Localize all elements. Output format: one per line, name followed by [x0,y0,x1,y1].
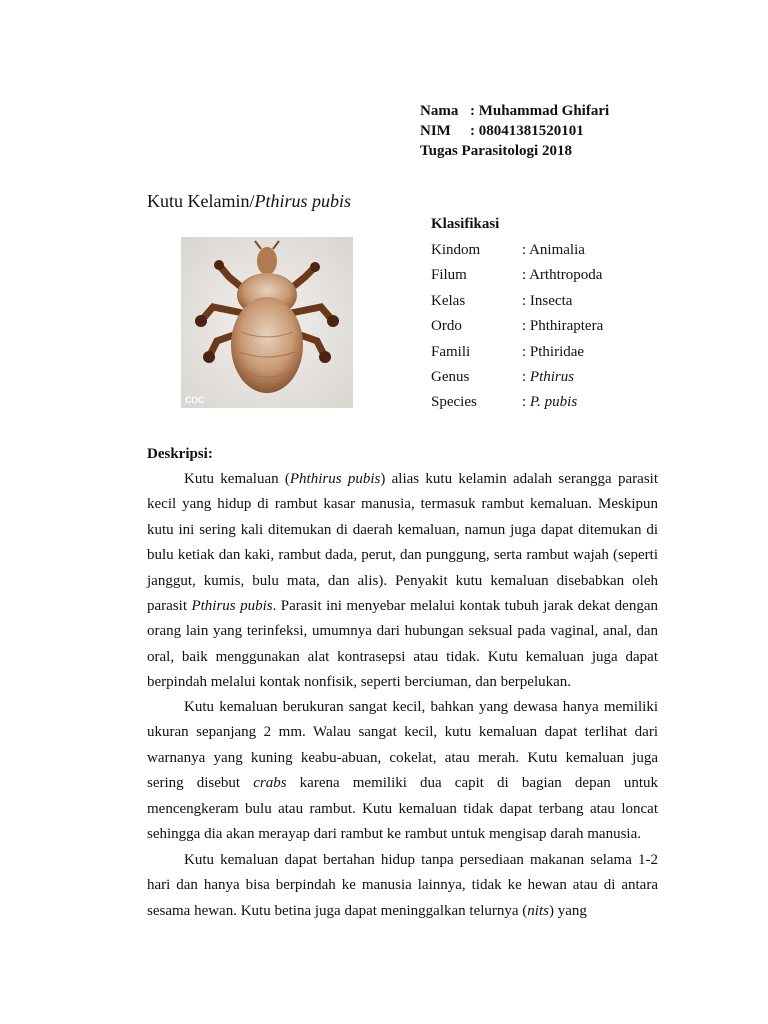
row-value: : Phthiraptera [522,318,604,335]
italic-run: Phthirus pubis [289,471,381,487]
row-label: Kelas [431,292,466,309]
row-label: Ordo [431,318,462,335]
classification-heading: Klasifikasi [431,216,500,232]
italic-run: nits [527,902,549,919]
row-value: Pthirus [529,368,575,385]
classification-row [431,391,603,416]
italic-run: Pthirus pubis [191,598,273,615]
text-run: Kutu kemaluan ( [184,471,290,487]
description-paragraph-3 [147,848,658,924]
row-label: Famili [431,343,471,360]
row-prefix: : [522,368,530,385]
louse-photo [181,237,353,408]
row-value: : Arthtropoda [522,267,603,284]
row-label: Filum [431,267,467,284]
row-value: : Animalia [522,242,585,258]
text-run: ) yang [548,902,587,919]
row-label: Species [431,394,477,411]
title-common: Kutu Kelamin/ [147,191,255,211]
classification-row [431,290,603,315]
description-paragraph-1 [147,467,658,696]
classification-row [431,264,603,289]
classification-row [431,341,603,366]
classification-row [431,366,603,391]
photo-credit: CDC [185,395,205,405]
text-run: Kutu kemaluan berukuran sangat kecil, bahkan yang dewasa hanya memiliki ukuran sepanjang 2 mm. Walau sangat kecil, kutu kemaluan dapat terlihat dari warnanya yang kuning keabu-abuan, cokelat, atau merah. Kutu kemaluan juga sering disebut [147,699,658,792]
author-header [420,101,609,161]
nama-value: : Muhammad Ghifari [470,103,610,119]
row-label: Kindom [431,242,481,258]
assignment-title: Tugas Parasitologi 2018 [420,143,572,159]
text-run: ) alias kutu kelamin adalah serangga parasit kecil yang hidup di rambut kasar manusia, termasuk rambut kemaluan. Meskipun kutu ini sering kali ditemukan di daerah kemaluan, namun juga dapat ditemukan di bulu ketiak dan kaki, rambut dada, perut, dan punggung, serta rambut wajah (seperti janggut, kumis, bulu mata, dan alis). Penyakit kutu kemaluan disebabkan oleh parasit [147,471,658,615]
description-paragraph-2 [147,695,658,847]
italic-run: crabs [253,775,287,792]
nim-value: : 08041381520101 [470,123,584,139]
text-run: Kutu kemaluan dapat bertahan hidup tanpa persediaan makanan selama 1-2 hari dan hanya bisa berpindah ke manusia lainnya, tidak ke hewan atau di antara sesama hewan. Kutu betina juga dapat meninggalkan telurnya ( [147,852,658,919]
title-scientific: Pthirus pubis [254,191,351,211]
document-title [147,190,351,212]
text-run: . Parasit ini menyebar melalui kontak tubuh jarak dekat dengan orang lain yang terinfeksi, umumnya dari hubungan seksual pada vaginal, anal, dan oral, baik menggunakan alat kontrasepsi atau tidak. Kutu kemaluan juga dapat berpindah melalui kontak nonfisik, seperti berciuman, dan berpelukan. [147,598,658,691]
nama-label: Nama [420,103,459,119]
description-heading: Deskripsi: [147,446,213,462]
text-run: karena memiliki dua capit di bagian depan untuk mencengkeram bulu atau rambut. Kutu kemaluan tidak dapat terbang atau loncat sehingga dia akan merayap dari rambut ke rambut untuk mengisap darah manusia. [147,775,658,843]
classification-row [431,315,603,340]
row-label: Genus [431,368,470,385]
row-prefix: : [522,394,530,411]
classification-table [431,239,603,417]
row-value: P. pubis [529,394,578,411]
row-value: : Pthiridae [522,343,585,360]
nim-label: NIM [420,123,451,139]
classification-row [431,239,603,264]
row-value: : Insecta [522,292,573,309]
